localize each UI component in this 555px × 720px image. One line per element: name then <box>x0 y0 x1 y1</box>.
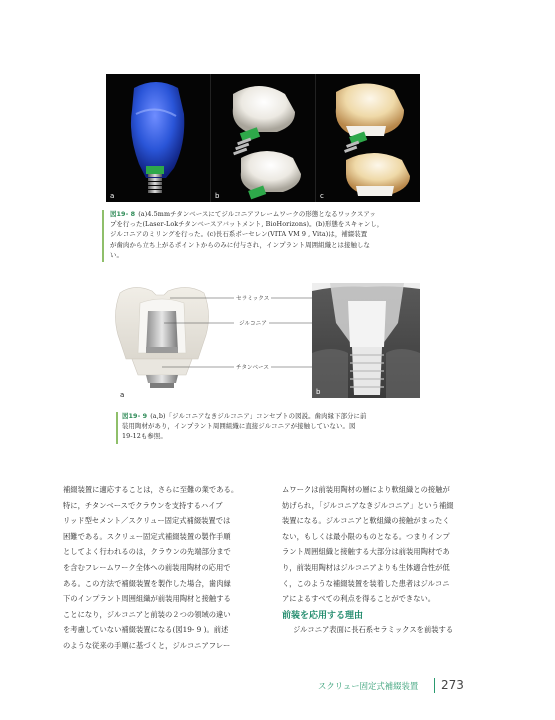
caption-line <box>110 209 428 219</box>
text-line: 補綴装置に適応することは，さらに至難の業である。 <box>63 485 239 494</box>
photo-panel-b <box>211 74 316 202</box>
footer-divider <box>434 678 435 693</box>
xray-photo <box>312 283 420 398</box>
text-line: を考慮していない補綴装置になる(図19- 9 )。前述 <box>63 625 229 635</box>
text-line: く，このような補綴装置を装着した患者はジルコニ <box>282 578 450 588</box>
text-line: 困難である。スクリュー固定式補綴装置の製作手順 <box>63 531 231 541</box>
figure-19-8-caption <box>110 209 428 260</box>
figure-number: 図19- 8 <box>110 210 136 218</box>
text-line: 装置になる。ジルコニアと軟組織の接触がまったく <box>282 516 450 526</box>
text-line: ラント周囲組織と接触する大部分は前装用陶材であ <box>282 547 450 557</box>
xray-image <box>312 283 420 398</box>
caption-line: 19-12も参照。 <box>122 432 167 441</box>
wax-up-image <box>106 74 211 202</box>
panel-label-b: b <box>215 192 220 200</box>
label-zirconia: ジルコニア <box>239 321 267 327</box>
photo-panel-a <box>106 74 211 202</box>
concept-illustration <box>106 283 312 411</box>
figure-19-9-caption <box>122 411 428 442</box>
text-line: ない，もしくは最小限のものとなる。つまりインプ <box>282 531 450 541</box>
label-ceramics: セラミックス <box>236 296 270 302</box>
caption-bar-19-8 <box>102 210 104 262</box>
figure-19-8-photos <box>106 74 420 202</box>
caption-line: が歯肉から立ち上がるポイントからのみに付与され，インプラント周囲組織とは接触しな <box>110 240 371 249</box>
right-column <box>282 482 492 607</box>
panel-label-c: c <box>320 192 324 200</box>
photo-panel-c <box>316 74 420 202</box>
text-line: としてよく行われるのは，クラウンの先端部分まで <box>63 547 231 557</box>
caption-line: ジルコニアのミリングを行った。(c)長石系ポーセレン(VITA VM 9 , Vita)は，補綴装置 <box>110 230 368 239</box>
label-titanium-base: チタンベース <box>236 365 270 371</box>
caption-text: (a)4.5mmチタンベースにてジルコニアフレームワークの形態となるワックスアッ <box>138 210 376 218</box>
text-line: り，前装用陶材はジルコニアよりも生体適合性が低 <box>282 562 450 572</box>
text-line: のような従来の手順に基づくと，ジルコニアフレー <box>63 640 231 650</box>
caption-text: (a,b)「ジルコニアなきジルコニア」コンセプトの図説。歯肉縁下部分に前 <box>150 412 367 420</box>
caption-line <box>122 411 428 421</box>
text-line: ことになり，ジルコニアと前装の２つの領域の違い <box>63 609 231 619</box>
panel-label-a: a <box>110 192 115 200</box>
caption-bar-19-9 <box>116 412 118 444</box>
text-line: アによるすべての利点を得ることができない。 <box>282 594 436 604</box>
text-line: 下のインプラント周囲組織が前装用陶材と接触する <box>63 594 231 604</box>
panel-label-a: a <box>120 391 125 399</box>
text-line: リッド型セメント／スクリュー固定式補綴装置では <box>63 516 231 526</box>
text-line: を含むフレームワーク全体への前装用陶材の応用で <box>63 562 231 572</box>
section-heading: 前装を応用する理由 <box>282 611 364 621</box>
page-number: 273 <box>441 678 464 692</box>
figure-19-9-diagram <box>106 283 420 411</box>
caption-line: い。 <box>110 250 123 259</box>
section-first-line: ジルコニア表面に長石系セラミックスを前装する <box>293 625 454 634</box>
figure-number: 図19- 9 <box>122 412 148 420</box>
chapter-title: スクリュー固定式補綴装置 <box>318 681 419 691</box>
porcelain-crown-image <box>316 74 420 202</box>
text-line: ある。この方法で補綴装置を製作した場合，歯肉縁 <box>63 578 231 588</box>
left-column <box>63 482 270 654</box>
text-line: 妨げられ，「ジルコニアなきジルコニア」という補綴 <box>282 500 454 510</box>
text-line: 特に，チタンベースでクラウンを支持するハイブ <box>63 500 223 510</box>
panel-label-b: b <box>316 388 321 396</box>
caption-line: 装用陶材があり，インプラント周囲組織に直接ジルコニアが接触していない。図 <box>122 422 356 431</box>
text-line: ムワークは前装用陶材の層により軟組織との接触が <box>282 485 450 494</box>
caption-line: プを行った(Laser-Lokチタンベースアバットメント, BioHorizons)。(b)形態をスキャンし， <box>110 220 384 229</box>
zirconia-frame-image <box>211 74 315 202</box>
